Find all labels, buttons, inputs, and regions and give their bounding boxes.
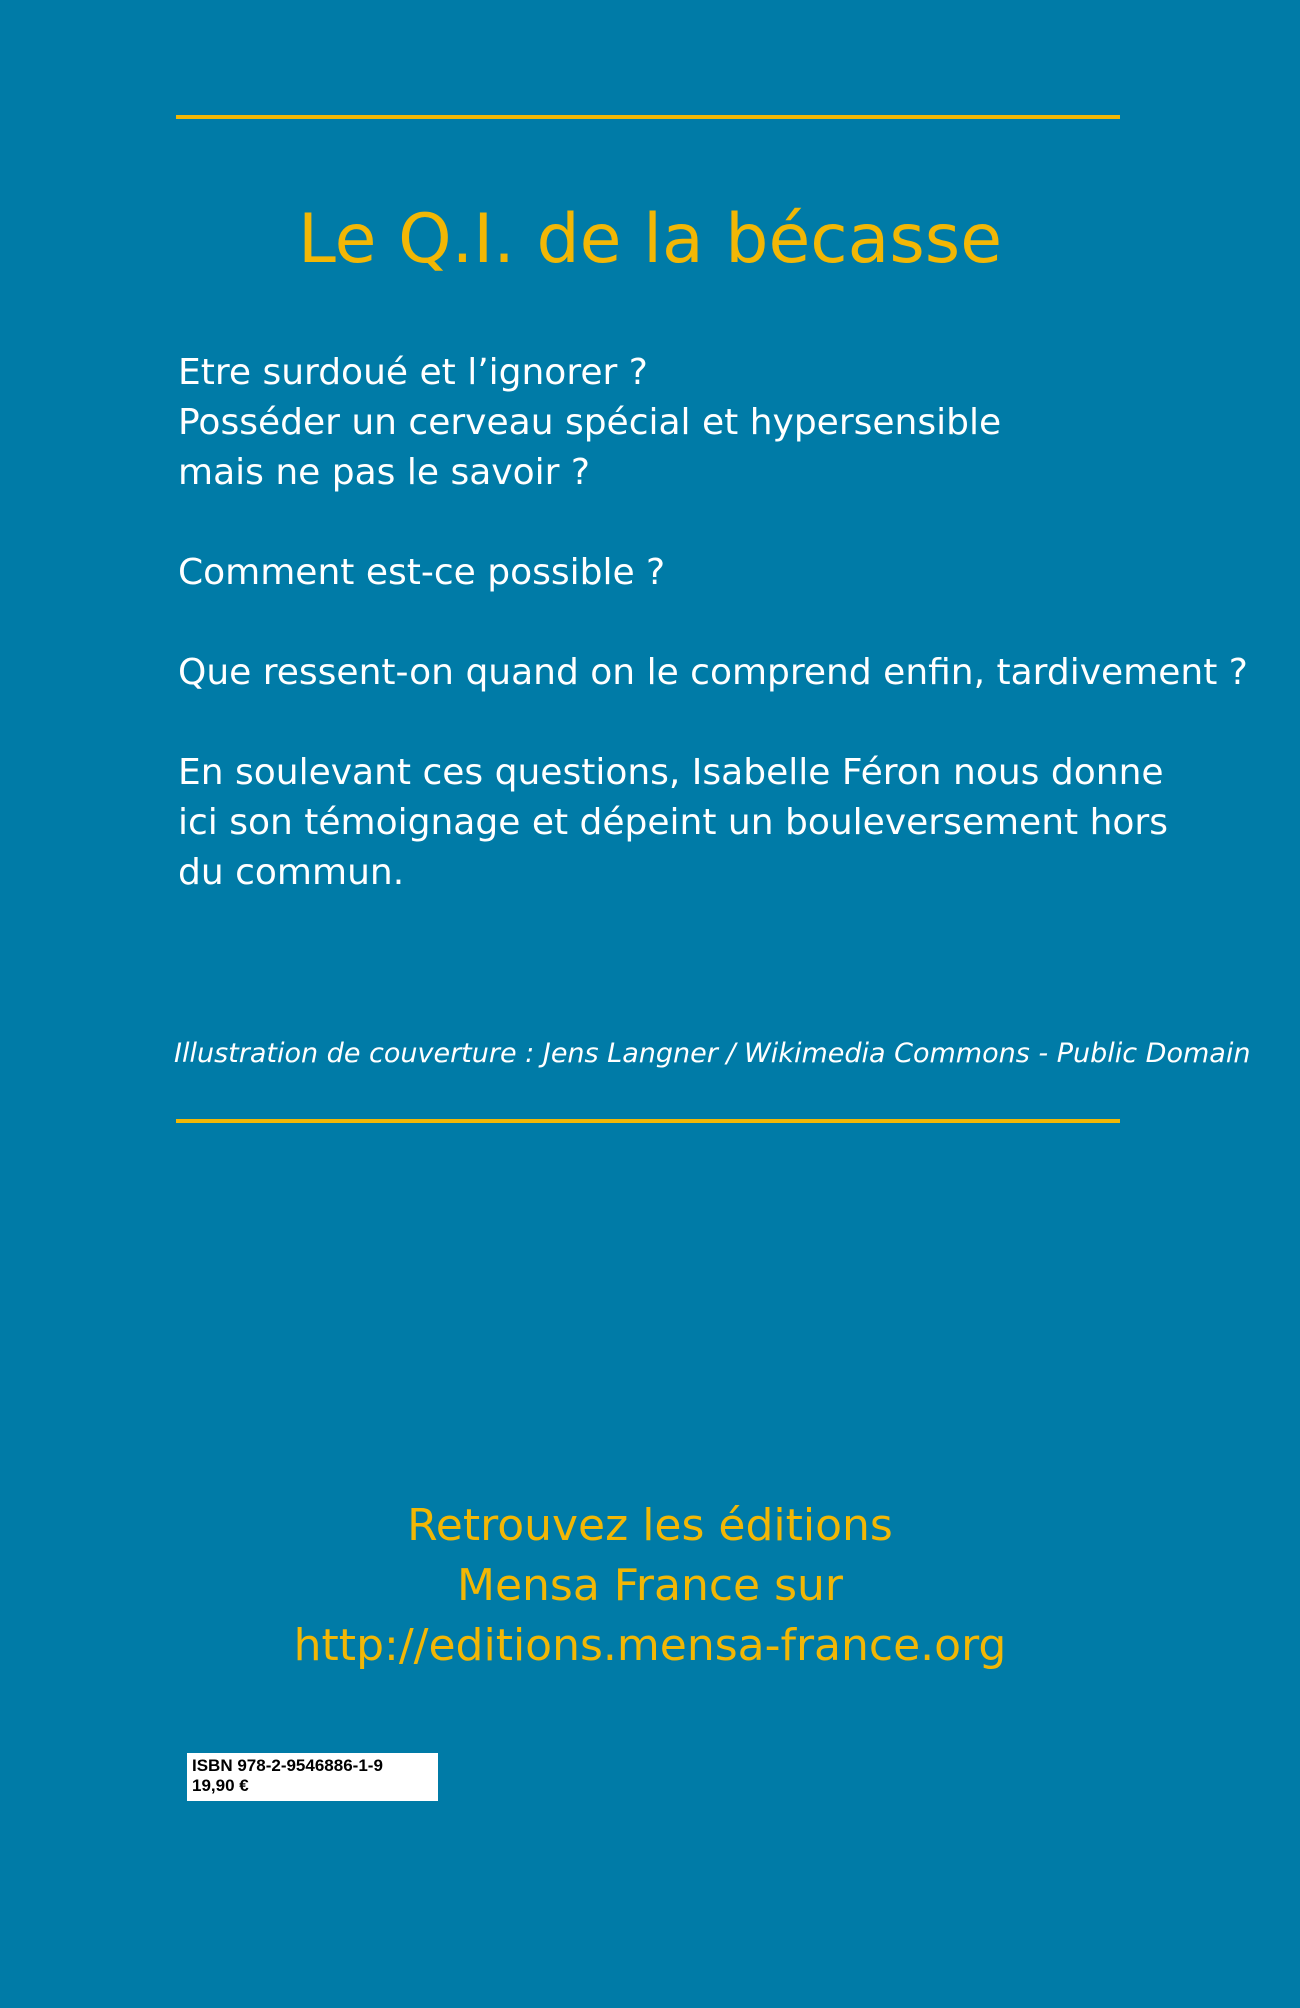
book-title: Le Q.I. de la bécasse — [297, 200, 1003, 279]
isbn-number: ISBN 978-2-9546886-1-9 — [192, 1756, 383, 1775]
blurb-line: Etre surdoué et l’ignorer ? — [178, 352, 648, 393]
promo-line: Mensa France sur — [457, 1560, 843, 1611]
bottom-divider — [176, 1119, 1120, 1123]
blurb-paragraph — [178, 648, 1258, 698]
illustration-credit: Illustration de couverture : Jens Langner / Wikimedia Commons - Public Domain — [174, 1038, 1251, 1069]
blurb-line: Posséder un cerveau spécial et hypersensible — [178, 402, 1002, 443]
blurb-paragraph — [178, 548, 1258, 598]
blurb — [178, 348, 1258, 898]
blurb-line: Que ressent-on quand on le comprend enfin, tardivement ? — [178, 652, 1248, 693]
blurb-line: mais ne pas le savoir ? — [178, 452, 590, 493]
publisher-promo — [0, 1496, 1300, 1676]
promo-line: Retrouvez les éditions — [407, 1500, 893, 1551]
blurb-line: Comment est-ce possible ? — [178, 552, 666, 593]
top-divider — [176, 115, 1120, 119]
price: 19,90 € — [192, 1776, 249, 1795]
blurb-line: ici son témoignage et dépeint un bouleversement hors — [178, 802, 1168, 843]
promo-url[interactable]: http://editions.mensa-france.org — [293, 1620, 1007, 1671]
blurb-line: du commun. — [178, 852, 405, 893]
blurb-paragraph — [178, 348, 1258, 498]
isbn-label — [187, 1753, 438, 1801]
blurb-line: En soulevant ces questions, Isabelle Féron nous donne — [178, 752, 1164, 793]
blurb-paragraph — [178, 748, 1258, 898]
